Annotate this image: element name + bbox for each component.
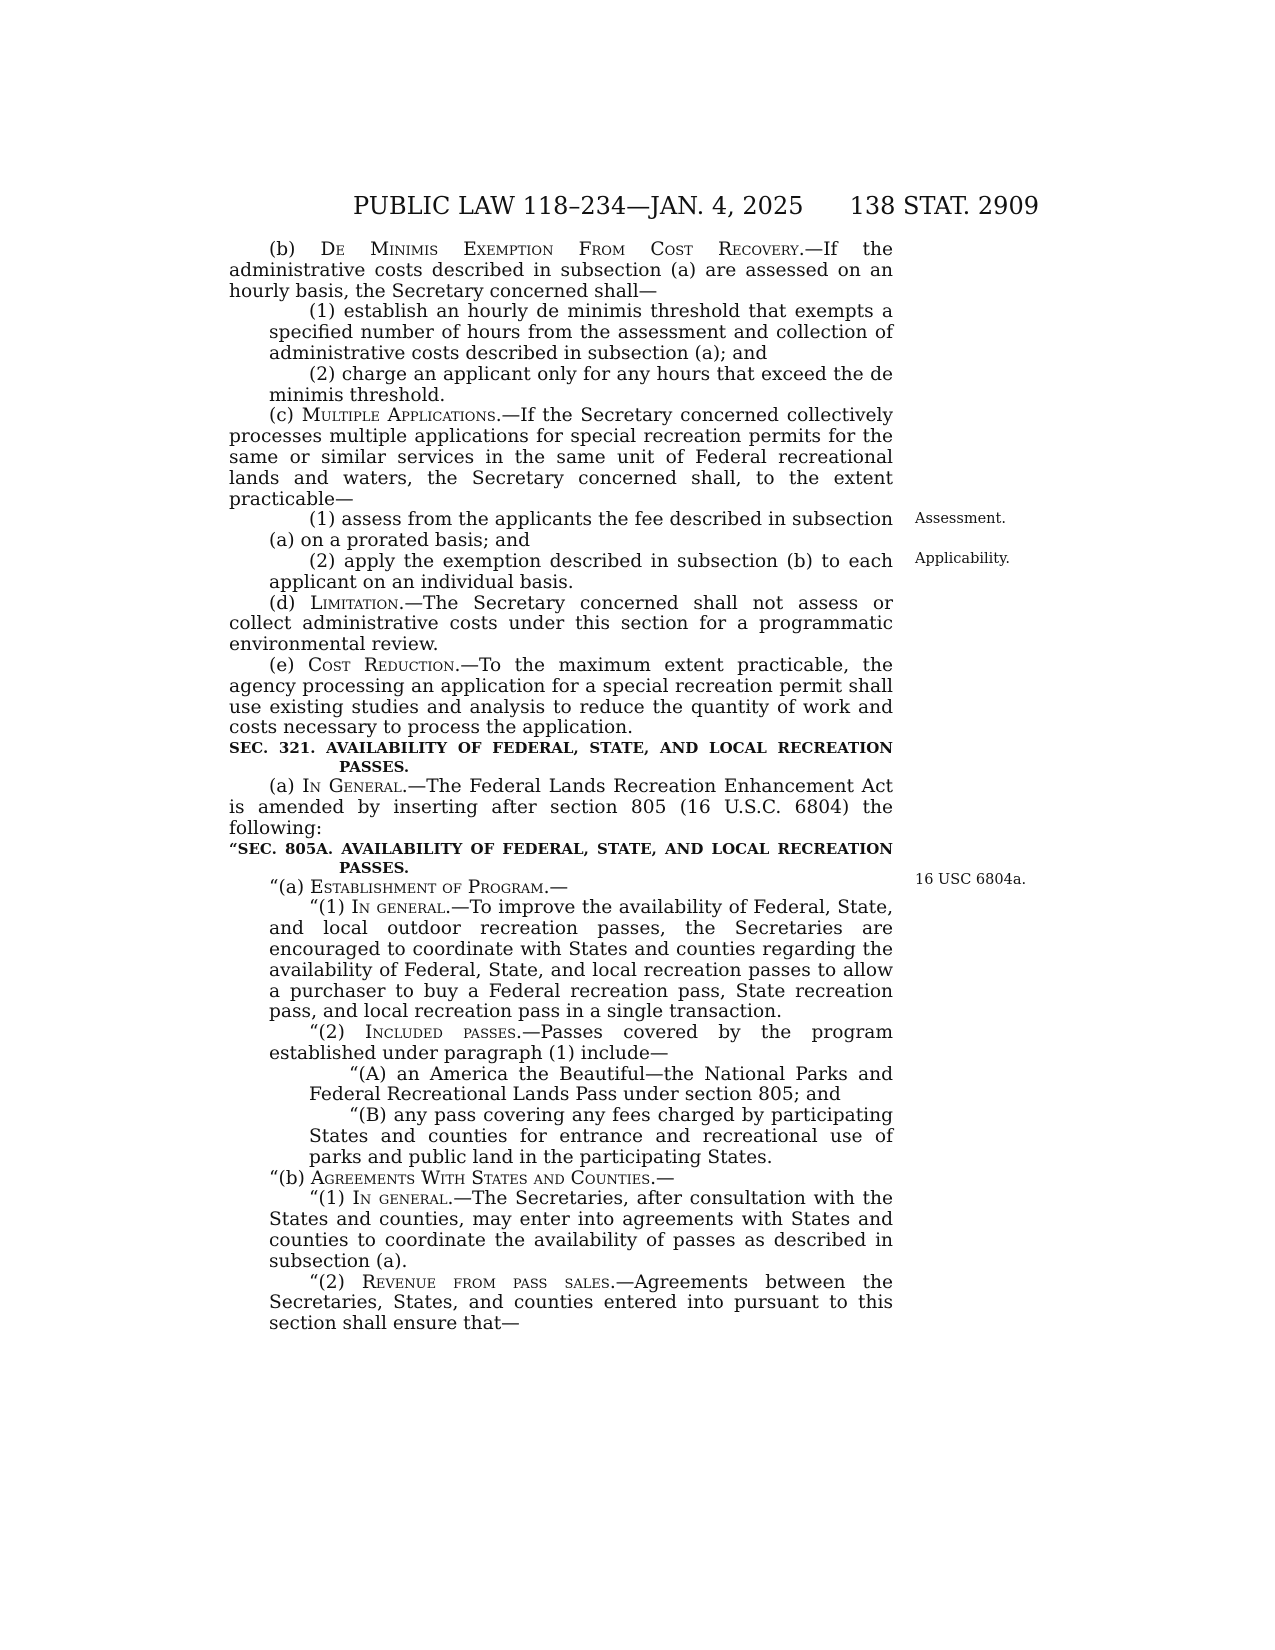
subsection-heading: In General	[302, 776, 402, 798]
running-title: PUBLIC LAW 118–234—JAN. 4, 2025	[353, 192, 804, 220]
section-321-heading: SEC. 321. AVAILABILITY OF FEDERAL, STATE, AND LOCAL RECREATION PASSES.	[229, 739, 893, 777]
paragraph-a1: “(1) In general.—To improve the availability of Federal, State, and local outdoor recreation passes, the Secretaries are encouraged to coordinate with States and counties regarding the availability of Federal, State, and local recreation passes to allow a purchaser to buy a Federal recreation pass, State recreation pass, and local recreation pass in a single transaction.	[269, 897, 893, 1023]
paragraph-b1: (1) establish an hourly de minimis threshold that exempts a specified number of hours from the assessment and collection of administrative costs described in subsection (a); and	[269, 301, 893, 364]
paragraph-b2: (2) charge an applicant only for any hours that exceed the de minimis threshold.	[269, 363, 893, 406]
paragraph-b805-2: “(2) Revenue from pass sales.—Agreements between the Secretaries, States, and counties entered into pursuant to this section shall ensure that—	[269, 1271, 893, 1335]
margin-note-applicability: Applicability.	[915, 551, 1010, 567]
subsection-805a-a: “(a) Establishment of Program.—	[269, 876, 569, 898]
paragraph-heading: In general	[352, 1188, 448, 1210]
paragraph-c1: (1) assess from the applicants the fee described in subsection (a) on a prorated basis; and	[269, 509, 893, 552]
subsection-heading: Multiple Applications	[301, 405, 496, 427]
margin-note-assessment: Assessment.	[915, 511, 1006, 527]
subsection-e: (e) Cost Reduction.—To the maximum extent practicable, the agency processing an application for a special recreation permit shall use existing studies and analysis to reduce the quantity of work and costs necessary to process the application.	[229, 654, 893, 739]
page-folio: 138 STAT. 2909	[849, 192, 1039, 220]
subsection-805a-b: “(b) Agreements With States and Counties.—	[269, 1167, 675, 1189]
subsection-heading: Agreements With States and Counties	[310, 1167, 651, 1189]
paragraph-heading: Included passes	[365, 1022, 517, 1044]
paragraph-heading: In general	[351, 897, 446, 919]
margin-note-usc-citation: 16 USC 6804a.	[915, 872, 1027, 888]
paragraph-b805-1: “(1) In general.—The Secretaries, after consultation with the States and counties, may enter into agreements with States and counties to coordinate the availability of passes as described in subsection (a).	[269, 1188, 893, 1272]
subsection-heading: Cost Reduction	[307, 654, 455, 676]
paragraph-heading: Revenue from pass sales	[361, 1271, 610, 1293]
subsection-heading: De Minimis Exemption From Cost Recovery	[320, 239, 799, 260]
statute-text	[229, 240, 893, 1335]
paragraph-c2: (2) apply the exemption described in subsection (b) to each applicant on an individual basis.	[269, 550, 893, 593]
subsection-b: (b) De Minimis Exemption From Cost Recovery.—If the administrative costs described in subsection (a) are assessed on an hourly basis, the Secretary concerned shall—	[229, 239, 893, 302]
subparagraph-a2A: “(A) an America the Beautiful—the National Parks and Federal Recreational Lands Pass under section 805; and	[309, 1063, 893, 1106]
subsection-d: (d) Limitation.—The Secretary concerned shall not assess or collect administrative costs under this section for a programmatic environmental review.	[229, 592, 894, 656]
subsection-heading: Establishment of Program	[310, 876, 544, 898]
subsection-heading: Limitation	[310, 592, 399, 614]
page-header	[229, 186, 1039, 226]
subparagraph-a2B: “(B) any pass covering any fees charged by participating States and counties for entrance and recreational use of parks and public land in the participating States.	[309, 1105, 893, 1168]
section-805a-heading: “SEC. 805A. AVAILABILITY OF FEDERAL, STATE, AND LOCAL RECREATION PASSES.	[229, 839, 893, 877]
subsection-c: (c) Multiple Applications.—If the Secretary concerned collectively processes multiple applications for special recreation permits for the same or similar services in the same unit of Federal recreational lands and waters, the Secretary concerned shall, to the extent practicable—	[229, 405, 894, 510]
paragraph-a2: “(2) Included passes.—Passes covered by the program established under paragraph (1) include—	[269, 1022, 893, 1064]
section-321-subsection-a: (a) In General.—The Federal Lands Recreation Enhancement Act is amended by inserting after section 805 (16 U.S.C. 6804) the following:	[229, 776, 893, 839]
